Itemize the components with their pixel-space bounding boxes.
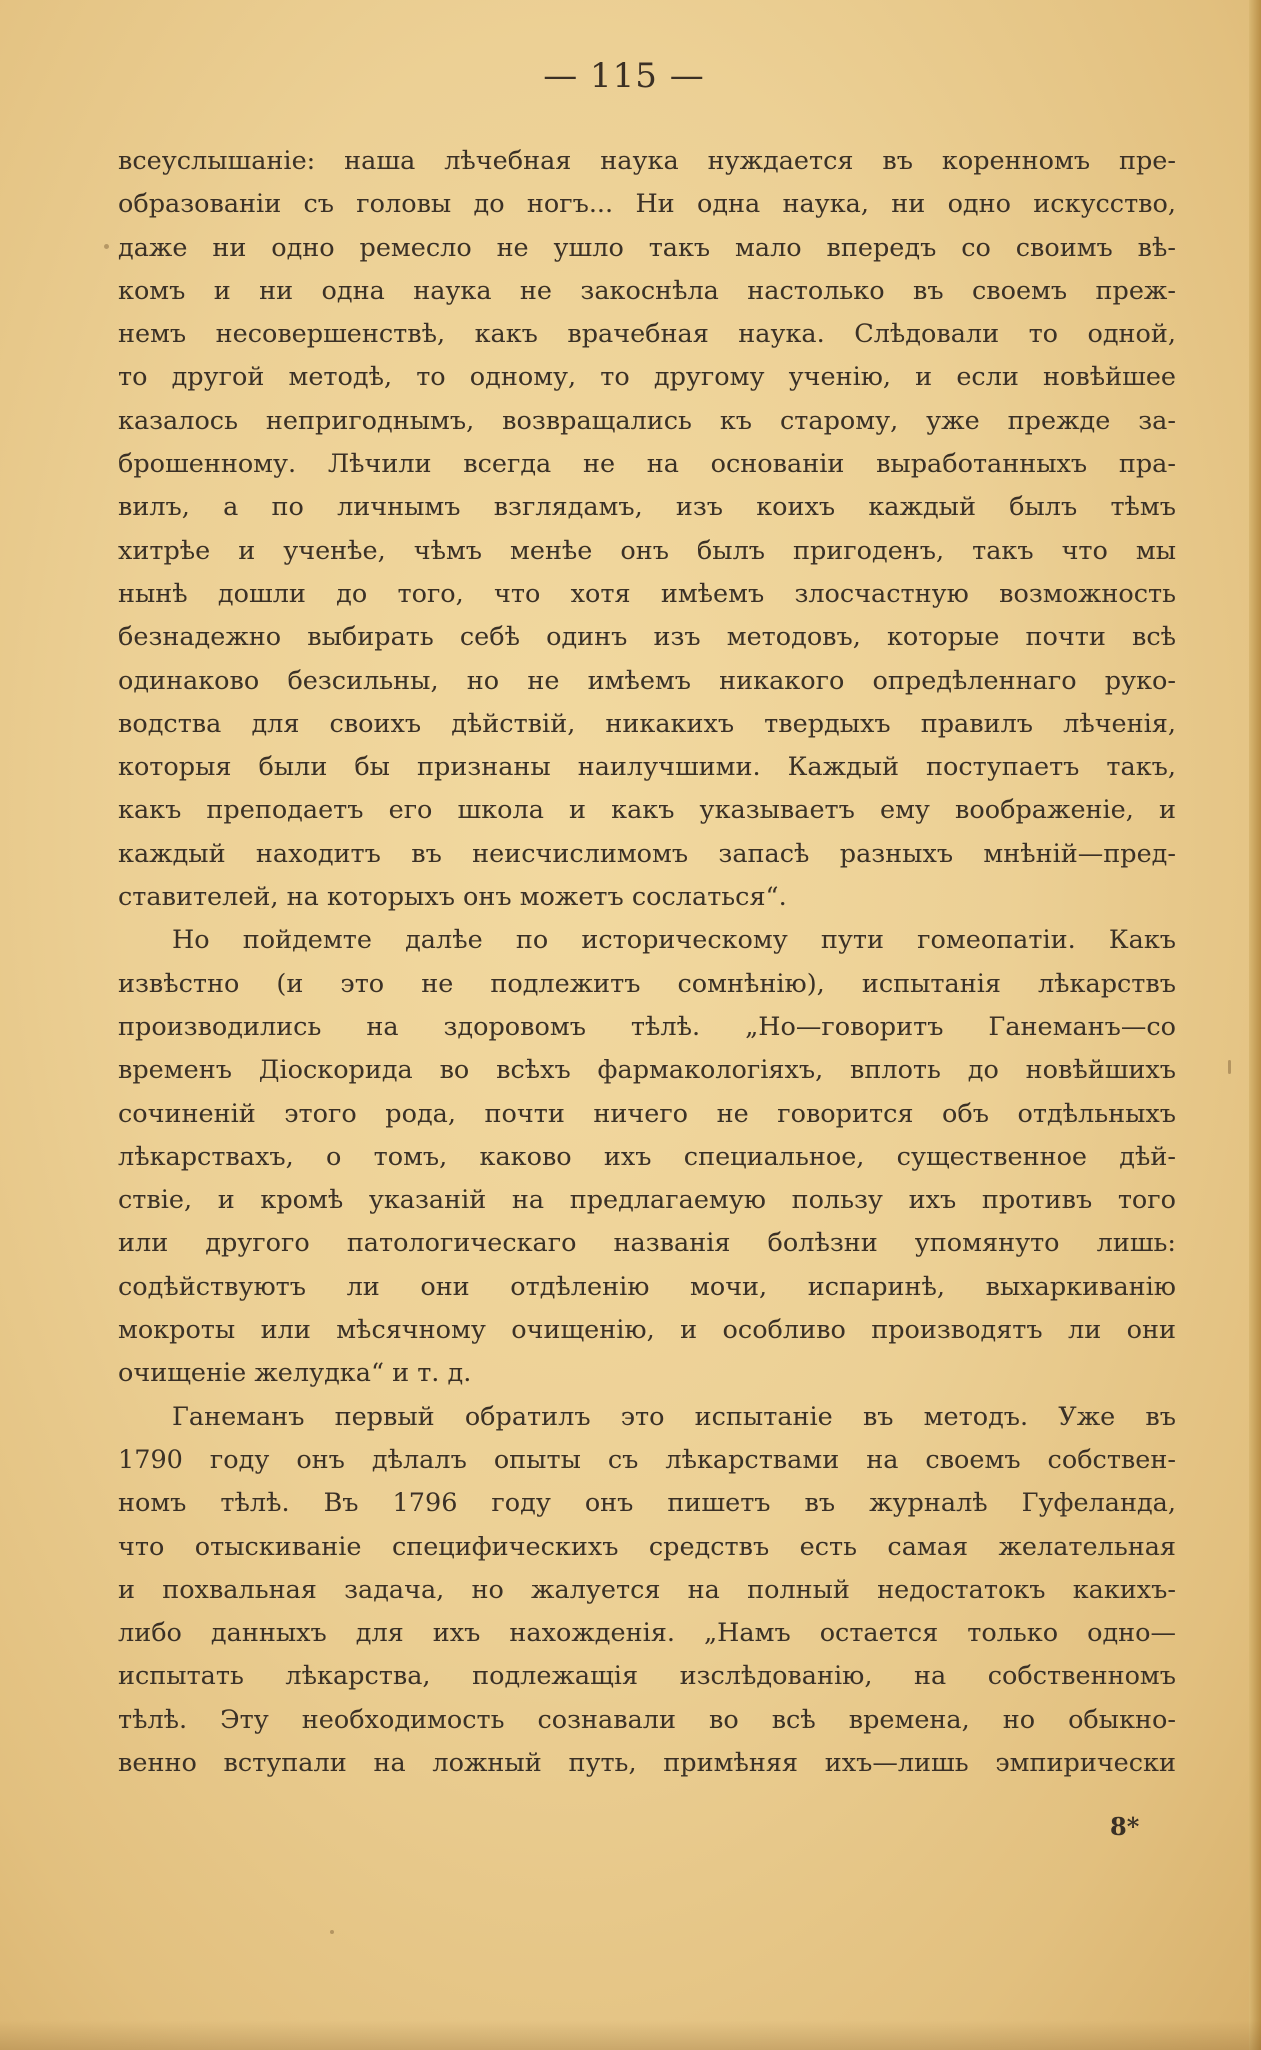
text-line: 1790 году онъ дѣлалъ опыты съ лѣкарствами на своемъ собствен- [118, 1444, 1176, 1475]
text-line: извѣстно (и это не подлежитъ сомнѣнію), испытанія лѣкарствъ [118, 968, 1176, 999]
text-line: производились на здоровомъ тѣлѣ. „Но—говоритъ Ганеманъ—со [118, 1011, 1176, 1042]
text-line: что отыскиваніе специфическихъ средствъ есть самая желательная [118, 1531, 1176, 1562]
text-line: ствіе, и кромѣ указаній на предлагаемую пользу ихъ противъ того [118, 1185, 1176, 1216]
paragraph-end-line: очищеніе желудка“ и т. д. [118, 1358, 472, 1389]
text-line: хитрѣе и ученѣе, чѣмъ менѣе онъ былъ пригоденъ, такъ что мы [118, 535, 1176, 566]
text-line: какъ преподаетъ его школа и какъ указываетъ ему воображеніе, и [118, 795, 1176, 826]
text-line: венно вступали на ложный путь, примѣняя ихъ—лишь эмпирически [118, 1747, 1176, 1778]
text-line: номъ тѣлѣ. Въ 1796 году онъ пишетъ въ журналѣ Гуфеланда, [118, 1488, 1176, 1519]
text-line: либо данныхъ для ихъ нахожденія. „Намъ остается только одно— [118, 1618, 1176, 1649]
paragraph-start-line: Ганеманъ первый обратилъ это испытаніе въ методъ. Уже въ [172, 1401, 1176, 1432]
text-line: временъ Діоскорида во всѣхъ фармакологіяхъ, вплоть до новѣйшихъ [118, 1055, 1176, 1086]
text-line: которыя были бы признаны наилучшими. Каждый поступаетъ такъ, [118, 752, 1176, 783]
text-line: немъ несовершенствѣ, какъ врачебная наука. Слѣдовали то одной, [118, 319, 1176, 350]
text-line: то другой методѣ, то одному, то другому ученію, и если новѣйшее [118, 362, 1176, 393]
text-line: безнадежно выбирать себѣ одинъ изъ методовъ, которые почти всѣ [118, 622, 1176, 653]
signature-mark: 8* [1110, 1812, 1140, 1841]
text-line: даже ни одно ремесло не ушло такъ мало впередъ со своимъ вѣ- [118, 232, 1176, 263]
paper-speck [330, 1930, 334, 1934]
text-line: образованіи съ головы до ногъ... Ни одна наука, ни одно искусство, [118, 189, 1176, 220]
text-line: одинаково безсильны, но не имѣемъ никакого опредѣленнаго руко- [118, 665, 1176, 696]
text-line: и похвальная задача, но жалуется на полный недостатокъ какихъ- [118, 1574, 1176, 1605]
text-line: казалось непригоднымъ, возвращались къ старому, уже прежде за- [118, 405, 1176, 436]
text-line: или другого патологическаго названія болѣзни упомянуто лишь: [118, 1228, 1176, 1259]
text-line: тѣлѣ. Эту необходимость сознавали во всѣ времена, но обыкно- [118, 1704, 1176, 1735]
text-line: комъ и ни одна наука не закоснѣла настолько въ своемъ преж- [118, 275, 1176, 306]
page-number: — 115 — [543, 56, 705, 96]
text-line: испытать лѣкарства, подлежащія изслѣдованію, на собственномъ [118, 1661, 1176, 1692]
paper-speck [104, 244, 109, 249]
body-text [118, 140, 1176, 1785]
text-line: мокроты или мѣсячному очищенію, и особливо производятъ ли они [118, 1315, 1176, 1346]
text-line: нынѣ дошли до того, что хотя имѣемъ злосчастную возможность [118, 578, 1176, 609]
text-line: каждый находитъ въ неисчислимомъ запасѣ разныхъ мнѣній—пред- [118, 838, 1176, 869]
text-line: содѣйствуютъ ли они отдѣленію мочи, испаринѣ, выхаркиванію [118, 1271, 1176, 1302]
page-fold-shadow [1249, 0, 1261, 2050]
text-line: всеуслышаніе: наша лѣчебная наука нуждается въ коренномъ пре- [118, 146, 1176, 176]
page-bottom-shadow [0, 2020, 1261, 2050]
text-line: брошенному. Лѣчили всегда не на основаніи выработанныхъ пра- [118, 449, 1176, 480]
text-line: лѣкарствахъ, о томъ, каково ихъ специальное, существенное дѣй- [118, 1141, 1176, 1172]
paper-speck [1228, 1060, 1231, 1074]
text-line: сочиненій этого рода, почти ничего не говорится объ отдѣльныхъ [118, 1098, 1176, 1129]
text-line: водства для своихъ дѣйствій, никакихъ твердыхъ правилъ лѣченія, [118, 708, 1176, 739]
paragraph-end-line: ставителей, на которыхъ онъ можетъ сослаться“. [118, 882, 787, 913]
text-line: вилъ, а по личнымъ взглядамъ, изъ коихъ каждый былъ тѣмъ [118, 492, 1176, 523]
paragraph-start-line: Но пойдемте далѣе по историческому пути гомеопатіи. Какъ [172, 925, 1176, 956]
